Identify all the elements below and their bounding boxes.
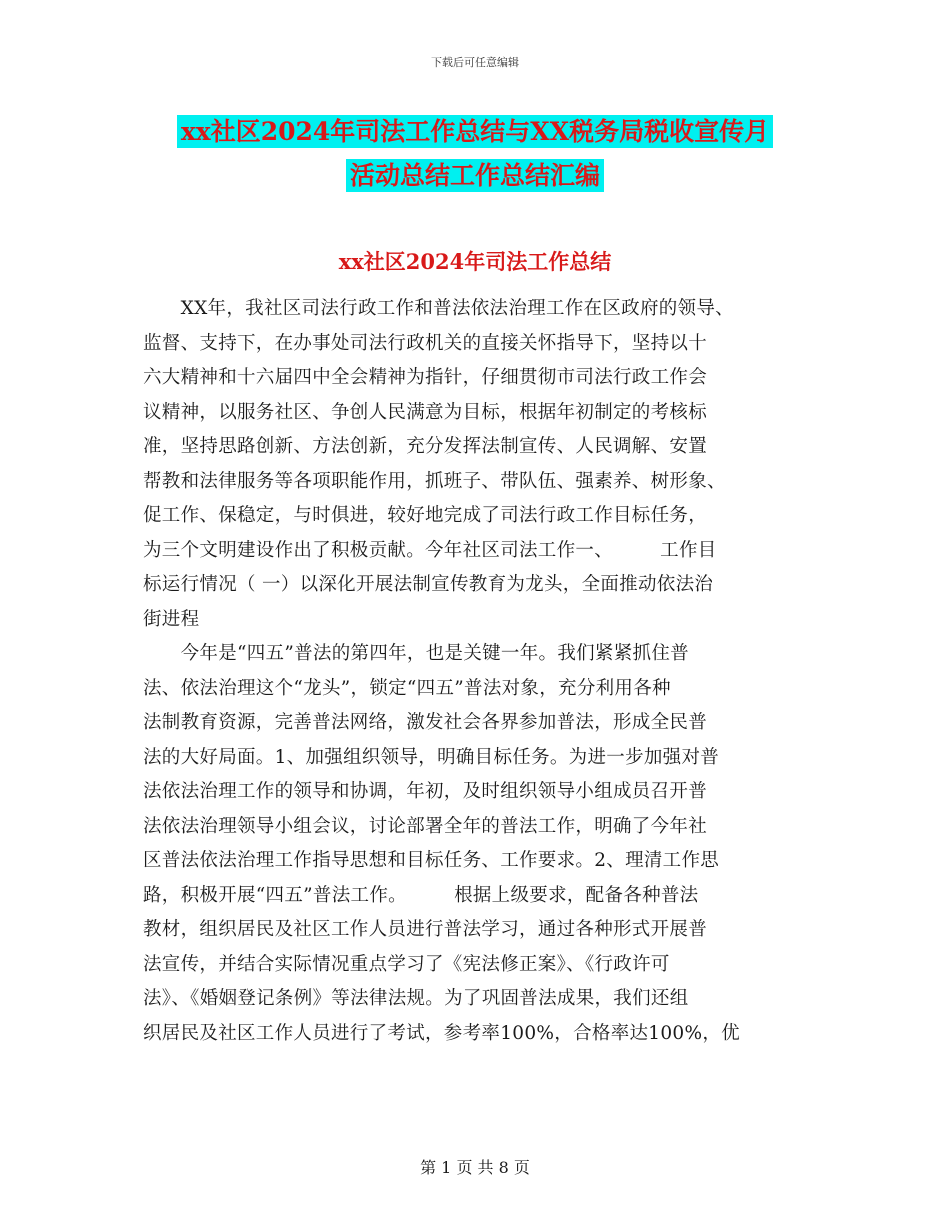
body-line: 法宣传，并结合实际情况重点学习了《宪法修正案》、《行政许可: [143, 953, 670, 975]
body-line: 准，坚持思路创新、方法创新，充分发挥法制宣传、人民调解、安置: [143, 436, 708, 457]
body-line: 六大精神和十六届四中全会精神为指针，仔细贯彻市司法行政工作会: [143, 367, 708, 388]
body-line: 路，积极开展“四五”普法工作。 根据上级要求，配备各种普法: [143, 884, 699, 906]
body-line: 帮教和法律服务等各项职能作用，抓班子、带队伍、强素养、树形象、: [143, 470, 726, 492]
title-line-1: xx社区2024年司法工作总结与XX税务局税收宣传月: [177, 115, 773, 148]
body-line: 法制教育资源，完善普法网络，激发社会各界参加普法，形成全民普: [143, 712, 708, 733]
body-line: XX年，我社区司法行政工作和普法依法治理工作在区政府的领导、: [143, 298, 734, 319]
section-title: xx社区2024年司法工作总结: [338, 249, 612, 274]
body-line: 区普法依法治理工作指导思想和目标任务、工作要求。2、理清工作思: [143, 850, 720, 871]
body-line: 议精神，以服务社区、争创人民满意为目标，根据年初制定的考核标: [143, 401, 708, 423]
body-line: 法依法治理工作的领导和协调，年初，及时组织领导小组成员召开普: [143, 781, 708, 802]
body-line: 法的大好局面。1、加强组织领导，明确目标任务。为进一步加强对普: [143, 746, 720, 768]
page-footer: 第 1 页 共 8 页: [420, 1158, 530, 1177]
body-line: 教材，组织居民及社区工作人员进行普法学习，通过各种形式开展普: [143, 919, 708, 940]
body-line: 监督、支持下，在办事处司法行政机关的直接关怀指导下，坚持以十: [143, 332, 708, 354]
body-line: 法、依法治理这个“龙头”，锁定“四五”普法对象，充分利用各种: [143, 677, 671, 699]
body-line: 促工作、保稳定，与时俱进，较好地完成了司法行政工作目标任务，: [143, 505, 708, 526]
body-line: 织居民及社区工作人员进行了考试，参考率100%，合格率达100%，优: [143, 1022, 740, 1044]
body-line: 今年是“四五”普法的第四年，也是关键一年。我们紧紧抓住普: [143, 643, 689, 664]
title-line-2: 活动总结工作总结汇编: [346, 159, 604, 192]
header-note: 下载后可任意编辑: [431, 56, 519, 69]
document-title: [0, 110, 950, 198]
body-line: 法依法治理领导小组会议，讨论部署全年的普法工作，明确了今年社: [143, 815, 708, 837]
body-line: 街进程: [143, 608, 200, 630]
body-text: [143, 292, 813, 1051]
body-line: 为三个文明建设作出了积极贡献。今年社区司法工作一、 工作目: [143, 539, 717, 561]
body-line: 标运行情况（ 一）以深化开展法制宣传教育为龙头，全面推动依法治: [143, 574, 714, 595]
body-line: 法》、《婚姻登记条例》等法律法规。为了巩固普法成果，我们还组: [143, 988, 689, 1009]
